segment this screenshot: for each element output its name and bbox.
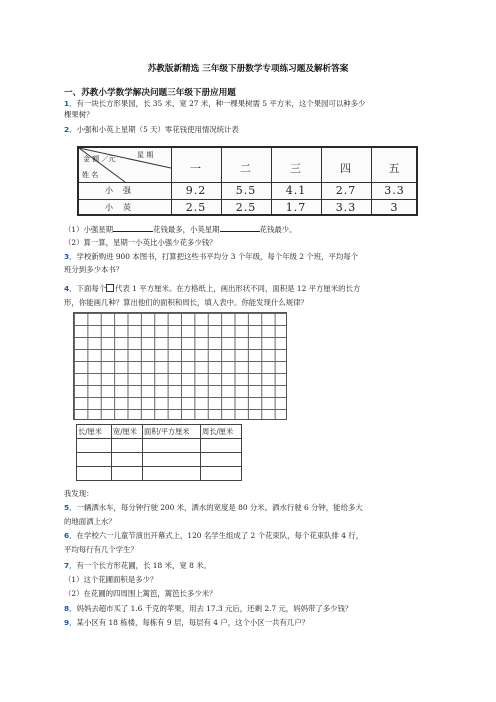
table-cell[interactable] xyxy=(201,453,242,467)
problem-5-cont: 的地面洒上水？ xyxy=(64,517,116,526)
table-row xyxy=(77,453,242,467)
problem-text: 有一块长方形果园，长 35 米，宽 27 米，种一棵果树需 5 平方米，这个果园可以种多少 xyxy=(76,99,366,108)
problem-8 xyxy=(64,603,436,614)
student-name: 小强 xyxy=(105,186,141,195)
problem-7 xyxy=(64,560,436,571)
problem-text: 一辆洒水车，每分钟行驶 200 米，洒水的宽度是 80 分米。洒水行驶 6 分钟，能给多大 xyxy=(76,503,363,512)
discovery-label: 我发现： xyxy=(64,489,94,498)
problem-7-q2: （2）在花圃的四周围上篱笆，篱笆长多少米？ xyxy=(64,589,217,598)
problem-text: 妈妈去超市买了 1.6 千克的苹果，用去 17.3 元后，还剩 2.7 元，妈妈带了多少钱？ xyxy=(76,604,353,613)
spending-table-image xyxy=(77,146,418,216)
corner-label-day: 星 期 xyxy=(137,151,154,159)
day-header: 四 xyxy=(340,162,352,175)
amount-cell: 9.2 xyxy=(185,184,207,197)
table-cell[interactable] xyxy=(143,467,201,481)
table-header: 周长/厘米 xyxy=(201,425,242,439)
problem-text: 某小区有 18 栋楼，每栋有 9 层，每层有 4 户，这个小区一共有几户？ xyxy=(76,618,310,627)
problem-1 xyxy=(64,98,436,109)
problem-6 xyxy=(64,530,436,541)
problem-5 xyxy=(64,502,436,513)
table-cell[interactable] xyxy=(77,467,112,481)
problem-4 xyxy=(64,283,436,294)
amount-cell: 2.5 xyxy=(185,201,207,214)
amount-cell: 3.3 xyxy=(384,184,405,197)
table-cell[interactable] xyxy=(201,439,242,453)
table-cell[interactable] xyxy=(143,453,201,467)
problem-text: 在学校六一儿童节演出开幕式上，120 名学生组成了 2 个花束队，每个花束队排 4 行， xyxy=(76,531,364,540)
day-header: 二 xyxy=(240,162,252,175)
section-heading: 一、苏教小学数学解决问题三年级下册应用题 xyxy=(64,88,236,98)
table-cell[interactable] xyxy=(112,453,143,467)
table-cell[interactable] xyxy=(112,467,143,481)
table-cell[interactable] xyxy=(201,467,242,481)
problem-number: 4． xyxy=(64,284,77,293)
amount-cell: 3.3 xyxy=(335,201,357,214)
problem-number: 8． xyxy=(64,604,77,613)
problem-2-q2: （2）算一算，星期一小英比小强少花多少钱？ xyxy=(64,238,217,247)
problem-6-cont: 平均每行有几个学生？ xyxy=(64,545,138,554)
table-row xyxy=(77,439,242,453)
day-header: 一 xyxy=(190,162,202,175)
table-cell[interactable] xyxy=(143,439,201,453)
amount-cell: 4.1 xyxy=(285,184,307,197)
amount-cell: 2.5 xyxy=(235,201,257,214)
table-header: 长/厘米 xyxy=(77,425,112,439)
problem-2 xyxy=(64,124,436,135)
q1-text-c: 花钱最少。 xyxy=(259,225,297,234)
table-header: 面积/平方厘米 xyxy=(143,425,201,439)
problem-number: 7． xyxy=(64,561,77,570)
student-name: 小英 xyxy=(105,203,141,212)
problem-text: 下面每个 xyxy=(76,284,107,293)
table-cell[interactable] xyxy=(77,453,112,467)
problem-number: 1． xyxy=(64,99,77,108)
square-icon xyxy=(106,284,114,292)
table-row xyxy=(77,467,242,481)
problem-number: 5． xyxy=(64,503,77,512)
amount-cell: 2.7 xyxy=(335,184,357,197)
problem-7-q1: （1）这个花圃面积是多少？ xyxy=(64,575,158,584)
problem-text: 有一个长方形花圃，长 18 米，宽 8 米。 xyxy=(76,561,211,570)
amount-cell: 5.5 xyxy=(235,184,257,197)
problem-text: 学校新购进 900 本图书，打算把这些书平均分 3 个年级，每个年级 2 个班，平均每个 xyxy=(76,252,359,261)
problem-text: 小强和小英上星期（5 天）零花钱使用情况统计表 xyxy=(76,125,239,134)
q1-text-a: （1）小强星期 xyxy=(64,225,114,234)
problem-2-q1 xyxy=(64,224,436,235)
table-cell[interactable] xyxy=(77,439,112,453)
square-grid[interactable] xyxy=(73,312,287,420)
problem-number: 9． xyxy=(64,618,77,627)
problem-3 xyxy=(64,251,436,262)
problem-3-cont: 班分到多少本书？ xyxy=(64,265,124,274)
problem-number: 2． xyxy=(64,125,77,134)
problem-text: 代表 1 平方厘米。在方格纸上，画出形状不同，面积是 12 平方厘米的长方 xyxy=(115,284,361,293)
problem-number: 3． xyxy=(64,252,77,261)
answer-table xyxy=(76,424,242,481)
day-header: 五 xyxy=(388,162,401,175)
problem-number: 6． xyxy=(64,531,77,540)
amount-cell: 3 xyxy=(390,201,399,214)
problem-1-cont: 棵果树？ xyxy=(64,110,94,119)
problem-4-cont: 形，你能画几种？算出他们的面积和周长，填入表中。你能发现什么规律？ xyxy=(64,298,308,307)
amount-cell: 1.7 xyxy=(285,201,307,214)
page-title: 苏教版新精选 三年级下册数学专项练习题及解析答案 xyxy=(147,64,349,74)
answer-blank[interactable] xyxy=(113,224,153,232)
table-header: 宽/厘米 xyxy=(112,425,143,439)
corner-label-amount: 金 额 ／元 xyxy=(83,155,116,163)
table-cell[interactable] xyxy=(112,439,143,453)
problem-9 xyxy=(64,617,436,628)
table-header-row xyxy=(77,425,242,439)
answer-blank[interactable] xyxy=(220,224,260,232)
q1-text-b: 花钱最多，小英星期 xyxy=(153,225,220,234)
day-header: 三 xyxy=(290,162,302,175)
corner-label-name: 姓 名 xyxy=(82,171,99,179)
